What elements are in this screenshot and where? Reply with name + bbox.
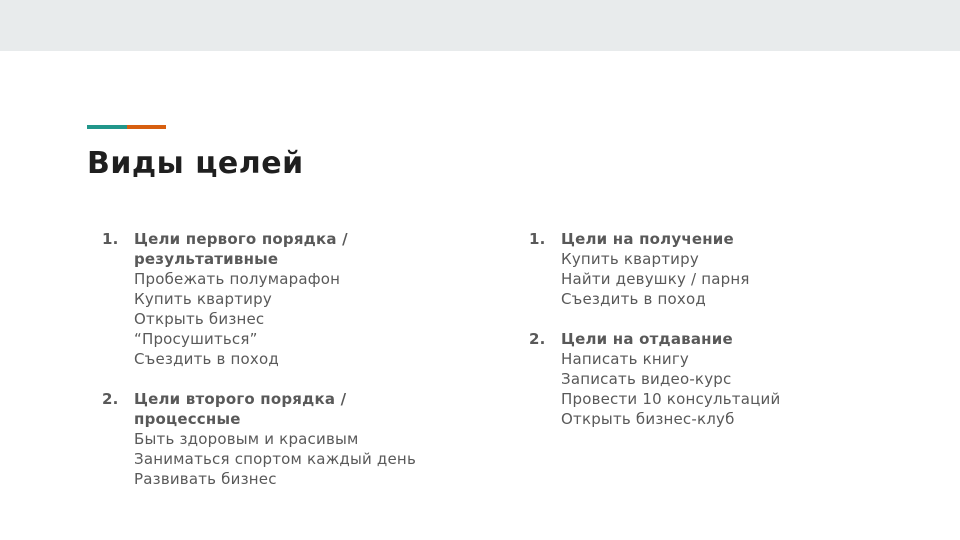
left-column: [100, 229, 500, 509]
group-heading-line: Цели первого порядка /: [134, 230, 348, 248]
list-item: Пробежать полумарафон: [134, 270, 341, 288]
list-item: Открыть бизнес-клуб: [561, 410, 735, 428]
list-item: Съездить в поход: [561, 290, 706, 308]
group-heading-line: процессные: [134, 410, 241, 428]
list-item: Открыть бизнес: [134, 310, 265, 328]
accent-bar-teal: [87, 125, 127, 129]
list-item: Развивать бизнес: [134, 470, 277, 488]
list-item: Записать видео-курс: [561, 370, 732, 388]
slide-title: Виды целей: [87, 146, 304, 181]
top-band: [0, 0, 960, 51]
list-item: Провести 10 консультаций: [561, 390, 781, 408]
list-item: Быть здоровым и красивым: [134, 430, 359, 448]
list-number: 1.: [102, 230, 119, 248]
list-item: Найти девушку / парня: [561, 270, 750, 288]
group-heading-line: результативные: [134, 250, 279, 268]
goal-group-giving: [527, 329, 927, 429]
list-number: 2.: [529, 330, 546, 348]
goal-group-first-order: [100, 229, 500, 369]
goal-group-receiving: [527, 229, 927, 309]
goal-group-second-order: [100, 389, 500, 489]
list-item: Заниматься спортом каждый день: [134, 450, 416, 468]
list-item: Съездить в поход: [134, 350, 279, 368]
group-heading-line: Цели на отдавание: [561, 330, 733, 348]
group-heading-line: Цели второго порядка /: [134, 390, 347, 408]
group-heading-line: Цели на получение: [561, 230, 734, 248]
list-item: “Просушиться”: [134, 330, 258, 348]
list-number: 1.: [529, 230, 546, 248]
right-column: [527, 229, 927, 449]
list-item: Написать книгу: [561, 350, 689, 368]
accent-bar-orange: [127, 125, 166, 129]
list-item: Купить квартиру: [561, 250, 699, 268]
list-item: Купить квартиру: [134, 290, 272, 308]
list-number: 2.: [102, 390, 119, 408]
